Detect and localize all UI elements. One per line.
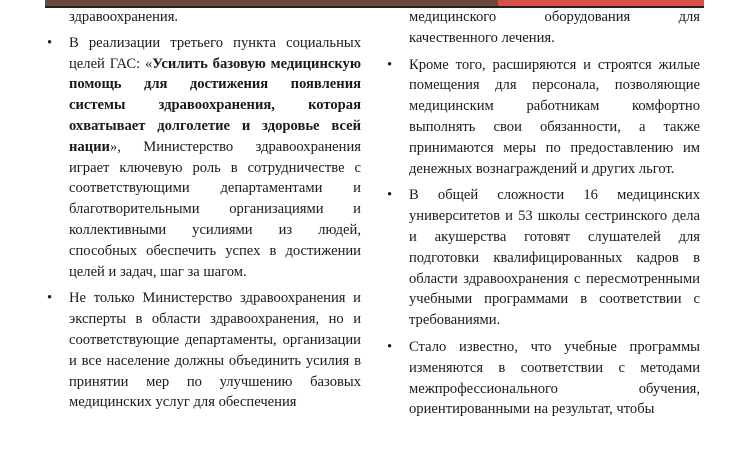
list-item-text bbox=[69, 33, 361, 283]
list-item-text: Не только Министерство здравоохранения и эксперты в области здравоохранения, но и соответствующие департаменты, организации и все население должны объединить усилия в принятии мер по улучшению базовых медицинских услуг для обеспечения bbox=[69, 290, 361, 411]
list-item bbox=[47, 288, 361, 413]
list-item bbox=[387, 337, 700, 420]
list-item bbox=[47, 33, 361, 283]
right-continuation-text: медицинского оборудования для качественного лечения. bbox=[409, 9, 700, 46]
bullet-marker: • bbox=[387, 187, 393, 204]
list-item bbox=[387, 55, 700, 180]
list-item-text-after: », Министерство здравоохранения играет ключевую роль в сотрудничестве с соответствующими департаментами и благотворительными организациями и коллективными усилиями из людей, способных обеспечить успех в достижении целей и задач, шаг за шагом. bbox=[69, 138, 361, 280]
list-item-text: В общей сложности 16 медицинских университетов и 53 школы сестринского дела и акушерства готовят слушателей для подготовки квалифицированных кадров в области здравоохранения с пересмотренными учебными программами в соответствии с требованиями. bbox=[409, 187, 700, 329]
left-bullet-list bbox=[47, 33, 361, 413]
list-item-text: Кроме того, расширяются и строятся жилые помещения для персонала, позволяющие медицинским работникам комфортно выполнять свои обязанности, а также принимаются меры по предоставлению им денежных вознаграждений и других льгот. bbox=[409, 56, 700, 177]
bullet-marker: • bbox=[47, 290, 53, 307]
list-item-text-before: В реализации третьего пункта социальных целей ГАС: « bbox=[69, 34, 361, 72]
list-item-text: Стало известно, что учебные программы изменяются в соответствии с методами межпрофессионального обучения, ориентированными на результат, чтобы bbox=[409, 338, 700, 418]
list-item-bold-quote: Усилить базовую медицинскую помощь для достижения появления системы здравоохранения, которая охватывает долголетие и здоровье всей нации bbox=[69, 55, 361, 155]
bullet-marker: • bbox=[47, 34, 53, 51]
left-column bbox=[47, 7, 361, 413]
bullet-marker: • bbox=[387, 56, 393, 73]
right-bullet-list bbox=[387, 55, 700, 421]
right-column bbox=[387, 7, 700, 420]
bullet-marker: • bbox=[387, 338, 393, 355]
list-item bbox=[387, 185, 700, 331]
left-continuation-text: здравоохранения. bbox=[69, 9, 179, 25]
